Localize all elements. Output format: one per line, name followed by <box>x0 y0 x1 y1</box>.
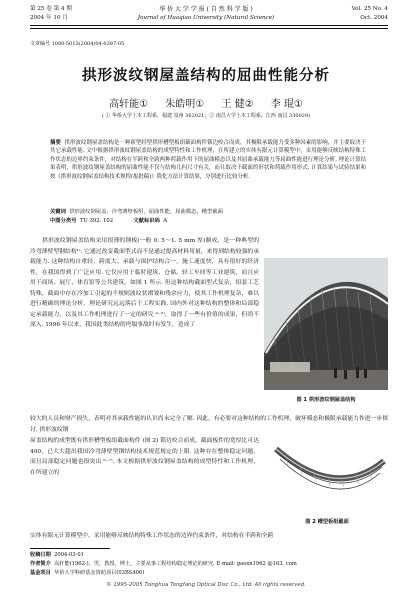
author-list <box>0 95 412 110</box>
abstract <box>50 139 366 181</box>
author: 王 健② <box>221 99 254 110</box>
received-date <box>30 551 84 560</box>
copyright-notice: © 1995-2005 Tsinghua Tongfang Optical Disc Co., Ltd. All rights reserved. <box>106 582 306 588</box>
doc-code-label: 文献标识码 <box>133 218 160 224</box>
article-number: 文章编号 1000-5013(2004)04-0387-05 <box>30 41 125 47</box>
keywords-label: 关键词 <box>50 209 66 215</box>
volume-issue-en: Vol. 25 No. 4 <box>351 6 388 12</box>
author-bio-value: 高轩能(1962-)，男，教授，博士，主要从事工程结构稳定理论的研究. E-mail: gaoxn1962 @163. com <box>54 561 297 567</box>
issue-date: 2004 年 10 月 <box>30 15 68 21</box>
keywords-text: 拱形波纹钢屋盖，冷弯薄壁板组，屈曲性能，屈曲模态，槽型截面 <box>69 209 223 215</box>
fund-info <box>30 569 144 578</box>
header-rule <box>30 25 388 26</box>
figure-1-photo <box>264 258 388 390</box>
clc-code: TU 392. 102 <box>79 218 114 224</box>
body-paragraph-2-cont: 实体有限元计算模型中，采用能够反映结构特殊工作状态的边界约束条件，对结构在半跨和全跨 <box>30 533 274 539</box>
issue-date-en: Oct. 2004 <box>360 15 388 21</box>
author: 李 琨① <box>270 99 303 110</box>
received-value: 2004-03-01 <box>54 552 84 558</box>
keywords <box>50 208 366 216</box>
body-paragraph-1-cont: 较大的人员和财产损失，表明对其承载性能的认识尚未完全了解. 因此，有必要对这种结构的工作机理，破坏模态和极限承载能力作进一步探讨. 拱形波纹钢 <box>30 416 388 433</box>
classification <box>50 217 366 225</box>
journal-title-cn: 华 侨 大 学 学 报 ( 自 然 科 学 版 ) <box>159 6 253 13</box>
author: 高轩能① <box>109 99 149 110</box>
abstract-text: 拱形波纹钢屋盖结构是一种新型轻型拱形槽型板组截面构件锁边咬合而成，其极限承载能力受多种因素的影响，并主要取决于其它承载性能. 文中根据拱形波纹钢屋盖结构的成型特性和工作机理，在所建立的实体有限元计算模型中，采用能够反映结构特殊工作状态的边界约束条件，对结构在半跨和全跨两种荷载作用下的屈曲模态以及其屈曲承载能力等屈曲性能进行理论分析. 理论计算结果表明，拱形波纹钢屋盖结构的屈曲性能不仅与结构几何尺寸有关，而且取决于截面的形状和荷载作用形式. 计算结果与试验结果和按《拱形波纹钢屋盖结构技术规程(报批稿)》简化方法计算结果，分别进行比较分析. <box>50 140 366 180</box>
author-bio-label: 作者简介 <box>30 561 51 567</box>
corrugated-panel-illustration <box>266 441 388 511</box>
author: 朱皓明① <box>165 99 205 110</box>
header-rule-thin <box>30 28 388 29</box>
footnote-rule <box>30 548 110 549</box>
author-bio <box>30 560 388 569</box>
figure-2-drawing <box>266 441 388 511</box>
abstract-label: 摘要 <box>50 140 61 146</box>
figure-2-caption: 图 2 槽型板组截面 <box>305 519 349 525</box>
journal-title-en: Journal of Huaqiao University (Natural Science) <box>137 15 275 21</box>
volume-issue: 第 25 卷 第 4 期 <box>30 6 72 12</box>
affiliation: ( ① 华侨大学土木工程系，福建 泉州 362021；② 南昌大学土木工程系，江西 南昌 330029) <box>101 113 311 119</box>
figure-1-caption: 图 1 拱形波纹钢屋盖结构 <box>296 397 356 403</box>
doc-code: A <box>163 218 168 224</box>
fund-value: 华侨大学科研基金资助项目(03BS406) <box>54 570 145 576</box>
paper-title: 拱形波纹钢屋盖结构的屈曲性能分析 <box>82 68 330 84</box>
clc-label: 中图分类号 <box>50 218 77 224</box>
body-paragraph-1: 拱形波纹钢屋盖结构采用很薄的钢板(一般 0. 5～1. 5 mm 厚)制成，是一种典型的冷弯薄壁型钢结构¹⁾. 它通过改变截面型式而不是通过提高材料用量，来得到结构较强的承载能力. 这种结构自重轻、跨度大、承载与围护结构合一，施工速度快，具有很好的经济性，在我国得到了广泛应用. 它仅应用于临时建筑、仓储、轻工车间等工业建筑，而且应用于商场、展厅、体育馆等公共建筑，如图 1 所示. 但这种结构截面型式复杂，组装工艺特殊，截面中存在冷加工引起的不规则波纹状褶皱和残余应力，使其工作机理复杂，难以进行精确的理论分析，理论研究远远落后于工程实践. 国内外对这种结构的整体和局部稳定承载能力，以及其工作机理进行了一定的研究 ²⁻⁵⁾，取得了一些有价值的成果，但尚不深入. 1996 年以来，我国此类结构的垮塌事故时有发生，造成了 <box>30 238 259 328</box>
arched-roof-illustration <box>264 258 388 390</box>
fund-label: 基金项目 <box>30 570 51 576</box>
body-paragraph-2: 屋盖结构的成型既有拱形槽型板组截面构件 (图 2) 锁边咬合而成，截面板件的宽厚比可达 400，已大大超出我国冷弯薄壁型钢结构技术规范规定的上限. 这种存在整体稳定问题，而且局部稳定问题也很突出 ⁶⁻⁷⁾. 本文根据拱形波纹钢屋盖结构的成型特性和工作机理，在所建立的 <box>30 438 259 476</box>
received-label: 收稿日期 <box>30 552 51 558</box>
